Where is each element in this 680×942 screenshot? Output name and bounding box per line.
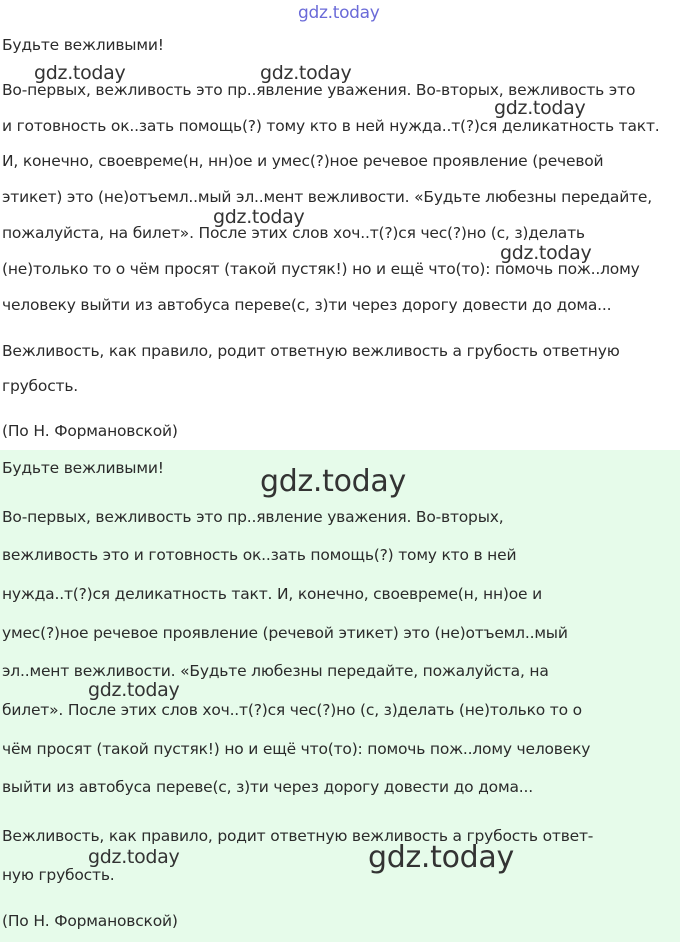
top-line: Вежливость, как правило, родит ответную вежливость а грубость ответную — [2, 342, 620, 360]
top-line: (не)только то о чём просят (такой пустяк!) но и ещё что(то): помочь пож..лому — [2, 260, 640, 278]
top-line: И, конечно, своевреме(н, нн)ое и умес(?)ное речевое проявление (речевой — [2, 152, 604, 170]
watermark: gdz.today — [368, 840, 514, 875]
bottom-line: вежливость это и готовность ок..зать помощь(?) тому кто в ней — [2, 546, 517, 564]
bottom-line: выйти из автобуса переве(с, з)ти через дорогу довести до дома... — [2, 778, 533, 796]
bottom-line: эл..мент вежливости. «Будьте любезны передайте, пожалуйста, на — [2, 662, 549, 680]
top-line: человеку выйти из автобуса переве(с, з)ти через дорогу довести до дома... — [2, 296, 612, 314]
bottom-line: ную грубость. — [2, 866, 115, 884]
top-line: этикет) это (не)отъемл..мый эл..мент вежливости. «Будьте любезны передайте, — [2, 188, 652, 206]
top-source: (По Н. Формановской) — [2, 422, 178, 440]
watermark: gdz.today — [494, 97, 586, 119]
top-line: пожалуйста, на билет». После этих слов хоч..т(?)ся чес(?)но (с, з)делать — [2, 224, 585, 242]
watermark: gdz.today — [260, 62, 352, 84]
watermark: gdz.today — [34, 62, 126, 84]
answer-panel — [0, 450, 680, 942]
bottom-line: Вежливость, как правило, родит ответную вежливость а грубость ответ- — [2, 827, 594, 845]
bottom-line: Во-первых, вежливость это пр..явление уважения. Во-вторых, — [2, 508, 504, 526]
watermark: gdz.today — [260, 464, 406, 499]
watermark: gdz.today — [213, 206, 305, 228]
watermark: gdz.today — [88, 846, 180, 868]
top-line: и готовность ок..зать помощь(?) тому кто в ней нужда..т(?)ся деликатность такт. — [2, 117, 660, 135]
top-line: грубость. — [2, 377, 79, 395]
bottom-line: чём просят (такой пустяк!) но и ещё что(то): помочь пож..лому человеку — [2, 740, 591, 758]
bottom-line: билет». После этих слов хоч..т(?)ся чес(?)но (с, з)делать (не)только то о — [2, 701, 582, 719]
top-title: Будьте вежливыми! — [2, 36, 164, 54]
bottom-line: нужда..т(?)ся деликатность такт. И, конечно, своевреме(н, нн)ое и — [2, 585, 542, 603]
watermark: gdz.today — [500, 242, 592, 264]
header-watermark: gdz.today — [298, 3, 380, 23]
bottom-title: Будьте вежливыми! — [2, 459, 164, 477]
watermark: gdz.today — [88, 679, 180, 701]
top-line: Во-первых, вежливость это пр..явление уважения. Во-вторых, вежливость это — [2, 81, 636, 99]
bottom-source: (По Н. Формановской) — [2, 912, 178, 930]
bottom-line: умес(?)ное речевое проявление (речевой этикет) это (не)отъемл..мый — [2, 624, 568, 642]
